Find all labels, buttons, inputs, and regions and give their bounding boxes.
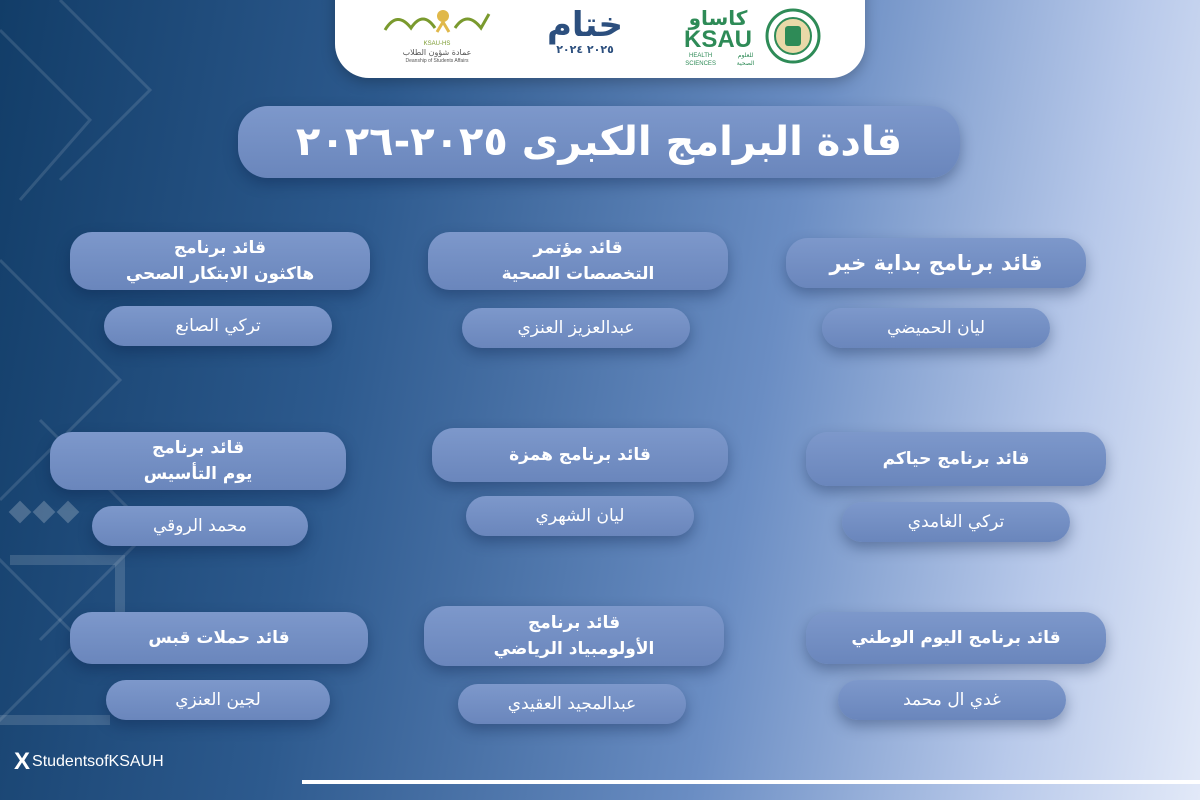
card-role-3 <box>70 232 370 290</box>
card-name-text: تركي الصانع <box>175 316 261 336</box>
card-name-5 <box>466 496 694 536</box>
card-name-8 <box>458 684 686 724</box>
card-role-1 <box>786 238 1086 288</box>
card-name-3 <box>104 306 332 346</box>
card-role-line: قائد حملات قبس <box>148 628 290 648</box>
card-role-2 <box>428 232 728 290</box>
card-role-line: قائد برنامج حياكم <box>882 449 1030 469</box>
card-name-text: عبدالعزيز العنزي <box>517 318 635 338</box>
card-name-text: تركي الغامدي <box>907 512 1005 532</box>
page-title-text: قادة البرامج الكبرى ٢٠٢٥-٢٠٢٦ <box>295 119 903 165</box>
club-arabic-line: عمادة شؤون الطلاب <box>402 48 472 57</box>
x-logo-icon: X <box>14 748 31 775</box>
card-name-text: ليان الشهري <box>535 506 625 526</box>
page-title <box>238 106 960 178</box>
khitam-logo <box>540 6 630 56</box>
card-name-text: لجين العنزي <box>175 690 261 710</box>
card-role-line: يوم التأسيس <box>143 464 253 484</box>
khitam-years: ٢٠٢٥ ٢٠٢٤ <box>556 43 614 56</box>
card-role-4 <box>806 432 1106 486</box>
card-role-line: قائد برنامج <box>173 238 267 258</box>
logo-bar <box>335 0 865 78</box>
card-role-8 <box>424 606 724 666</box>
ksau-subtitle-ar: للعلوم الصحية <box>736 52 755 67</box>
card-name-text: محمد الروقي <box>152 516 248 536</box>
club-english-line: Deanship of Students Affairs <box>405 58 469 64</box>
ksau-seal-icon <box>765 8 821 64</box>
ksau-latin-wordmark: KSAU <box>683 26 752 53</box>
card-role-line: قائد برنامج همزة <box>509 445 651 465</box>
card-role-line: هاكثون الابتكار الصحي <box>125 264 315 284</box>
card-role-line: قائد مؤتمر <box>533 238 623 258</box>
card-role-line: قائد برنامج بداية خير <box>829 251 1043 275</box>
ksau-wordmark-logo <box>673 8 763 68</box>
khitam-wordmark: ختام <box>546 5 624 45</box>
card-role-line: التخصصات الصحية <box>501 264 655 284</box>
social-handle-text: StudentsofKSAUH <box>32 753 164 770</box>
card-name-text: ليان الحميضي <box>886 318 986 338</box>
card-role-line: قائد برنامج <box>527 613 621 633</box>
card-name-text: عبدالمجيد العقيدي <box>507 694 637 714</box>
card-role-7 <box>806 612 1106 664</box>
ksau-subtitle-en: HEALTH SCIENCES <box>685 53 716 67</box>
card-role-5 <box>432 428 728 482</box>
ksau-seal-logo <box>765 8 821 68</box>
social-handle[interactable] <box>14 748 164 776</box>
card-name-4 <box>842 502 1070 542</box>
card-role-6 <box>50 432 346 490</box>
student-club-wordmark-icon <box>377 6 497 36</box>
card-name-1 <box>822 308 1050 348</box>
club-tag: KSAU-HS <box>423 41 451 47</box>
card-role-9 <box>70 612 368 664</box>
card-name-2 <box>462 308 690 348</box>
card-name-9 <box>106 680 330 720</box>
ksau-arabic-wordmark: كاساو <box>688 6 748 30</box>
card-role-line: قائد برنامج <box>151 438 245 458</box>
card-name-6 <box>92 506 308 546</box>
bottom-divider <box>302 780 1200 784</box>
card-role-line: الأولومبياد الرياضي <box>493 639 655 659</box>
student-club-logo <box>377 6 497 65</box>
card-name-text: غدي ال محمد <box>903 690 1001 710</box>
card-name-7 <box>838 680 1066 720</box>
card-role-line: قائد برنامج اليوم الوطني <box>851 628 1061 648</box>
